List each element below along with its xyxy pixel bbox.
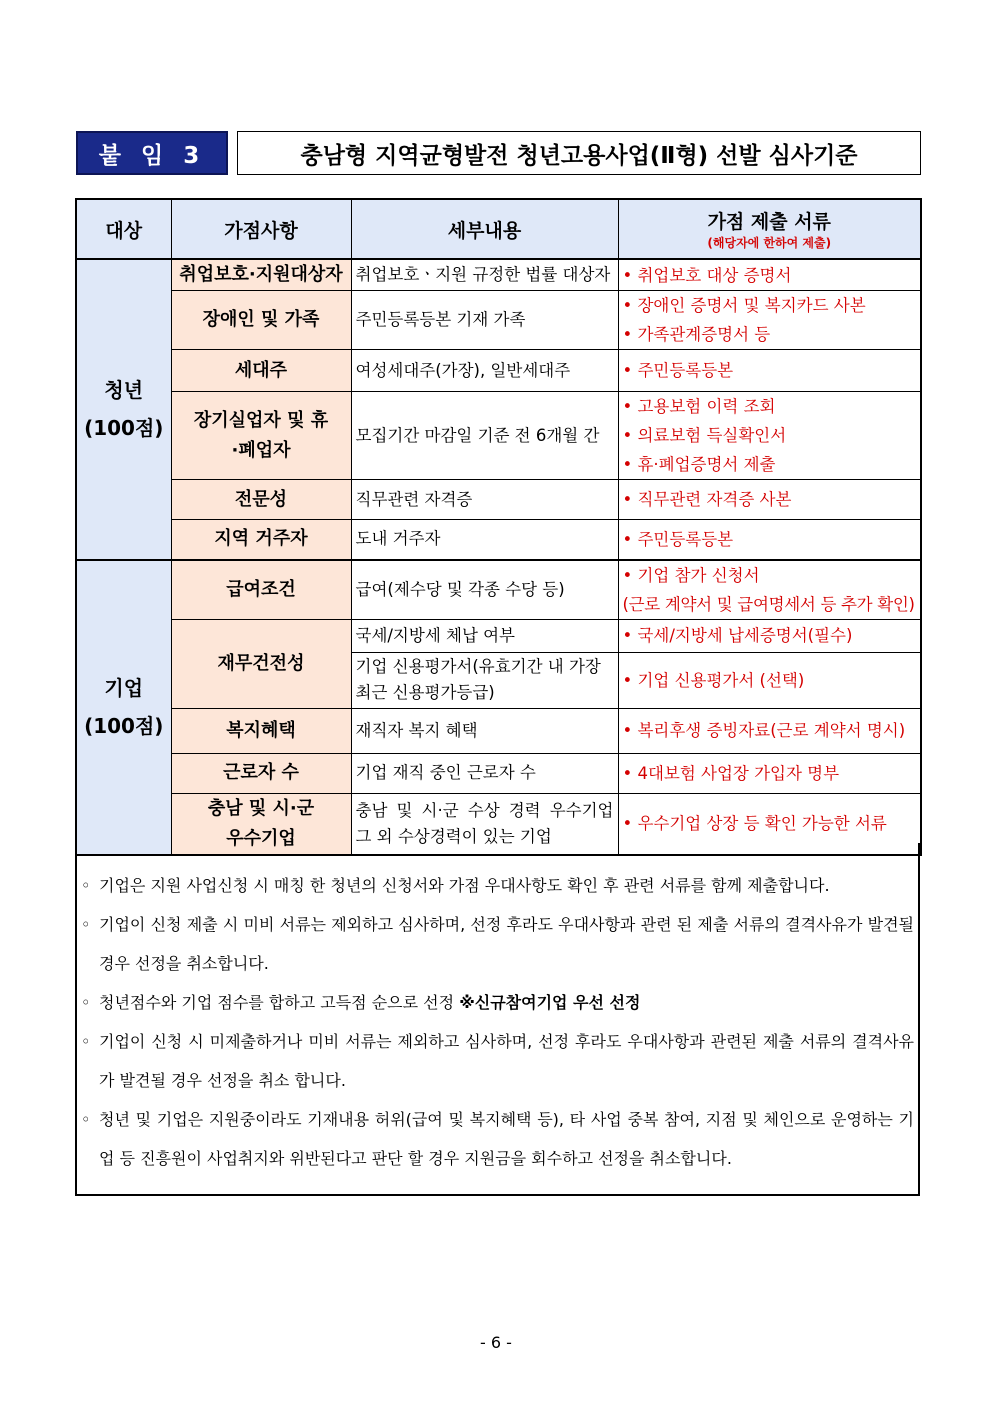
note-text: 청년 및 기업은 지원중이라도 기재내용 허위(급여 및 복지혜택 등), 타 사업 중복 참여, 지점 및 체인으로 운영하는 기업 등 진흥원이 사업취지와 위반된다고 판단 할 경우 지원금을 회수하고 선정을 취소합니다. [99, 1110, 914, 1168]
detail-cell: 모집기간 마감일 기준 전 6개월 간 [351, 392, 618, 480]
bullet-mark: ◦ [81, 1032, 91, 1051]
docs-line: • 의료보험 득실확인서 [622, 426, 787, 445]
notes-box [75, 843, 920, 1196]
target-company-score: (100점) [84, 714, 164, 738]
note-text: 기업이 신청 시 미제출하거나 미비 서류는 제외하고 심사하며, 선정 후라도 우대사항과 관련된 제출 서류의 결격사유가 발견될 경우 선정을 취소 합니다. [99, 1032, 914, 1090]
table-row [76, 753, 921, 793]
attachment-label: 붙 임 3 [76, 131, 228, 175]
docs-cell [618, 560, 921, 620]
docs-cell [618, 520, 921, 560]
docs-line: • 취업보호 대상 증명서 [622, 265, 792, 285]
table-row [76, 392, 921, 480]
target-youth [76, 259, 171, 560]
item-long-term-unemployed [171, 392, 351, 480]
docs-cell [618, 480, 921, 520]
bullet-mark: ◦ [81, 1110, 91, 1129]
detail-cell: 국세/지방세 체납 여부 [351, 619, 618, 652]
docs-cell [618, 350, 921, 392]
detail-cell: 급여(제수당 및 각종 수당 등) [351, 560, 618, 620]
docs-line: • 장애인 증명서 및 복지카드 사본 [622, 296, 866, 315]
docs-line: • 주민등록등본 [622, 361, 734, 380]
note-item [81, 1100, 914, 1178]
detail-cell: 주민등록등본 기재 가족 [351, 291, 618, 350]
note-item [81, 1022, 914, 1100]
bullet-mark: ◦ [81, 876, 91, 895]
detail-cell: 여성세대주(가장), 일반세대주 [351, 350, 618, 392]
docs-line: (근로 계약서 및 급여명세서 등 추가 확인) [622, 594, 915, 614]
docs-cell [618, 259, 921, 291]
detail-cell: 도내 거주자 [351, 520, 618, 560]
item-disabled-family: 장애인 및 가족 [171, 291, 351, 350]
docs-cell [618, 291, 921, 350]
bullet-mark: ◦ [81, 915, 91, 934]
note-item [81, 866, 914, 905]
note-item [81, 983, 914, 1022]
note-text: 기업은 지원 사업신청 시 매칭 한 청년의 신청서와 가점 우대사항도 확인 후 관련 서류를 함께 제출합니다. [99, 876, 830, 895]
target-company-label: 기업 [104, 676, 144, 700]
docs-line: • 가족관계증명서 등 [622, 325, 771, 344]
item-worker-count: 근로자 수 [171, 753, 351, 793]
detail-cell: 취업보호ㆍ지원 규정한 법률 대상자 [351, 259, 618, 291]
detail-cell: 재직자 복지 혜택 [351, 708, 618, 753]
note-text: 기업이 신청 제출 시 미비 서류는 제외하고 심사하며, 선정 후라도 우대사항과 관련 된 제출 서류의 결격사유가 발견될 경우 선정을 취소합니다. [99, 915, 914, 973]
detail-cell: 기업 재직 중인 근로자 수 [351, 753, 618, 793]
col-detail-header: 세부내용 [351, 199, 618, 259]
docs-cell [618, 619, 921, 652]
docs-line: • 복리후생 증빙자료(근로 계약서 명시) [622, 721, 906, 740]
table-row [76, 291, 921, 350]
docs-cell [618, 652, 921, 708]
docs-line: • 우수기업 상장 등 확인 가능한 서류 [622, 814, 887, 833]
table-row [76, 259, 921, 291]
item-employment-protection: 취업보호·지원대상자 [171, 259, 351, 291]
docs-line: • 휴·폐업증명서 제출 [622, 455, 776, 474]
docs-cell [618, 753, 921, 793]
target-youth-label: 청년 [104, 378, 144, 403]
detail-cell: 충남 및 시·군 수상 경력 우수기업 그 외 수상경력이 있는 기업 [351, 793, 618, 855]
note-item [81, 905, 914, 983]
note-text: 청년점수와 기업 점수를 합하고 고득점 순으로 선정 [99, 993, 460, 1012]
target-company [76, 560, 171, 855]
item-pay-condition: 급여조건 [171, 560, 351, 620]
docs-header-title: 가점 제출 서류 [707, 211, 831, 233]
note-emphasis: ※신규참여기업 우선 선정 [459, 993, 641, 1012]
docs-line: • 고용보험 이력 조회 [622, 397, 776, 416]
bullet-mark: ◦ [81, 993, 91, 1012]
table-header-row [76, 199, 921, 259]
docs-line: • 기업 참가 신청서 [622, 565, 760, 585]
docs-cell [618, 708, 921, 753]
docs-line: • 기업 신용평가서 (선택) [622, 670, 805, 690]
table-row [76, 480, 921, 520]
detail-cell: 기업 신용평가서(유효기간 내 가장 최근 신용평가등급) [351, 652, 618, 708]
table-row [76, 520, 921, 560]
table-row [76, 560, 921, 620]
target-youth-score: (100점) [84, 416, 164, 441]
col-target-header: 대상 [76, 199, 171, 259]
docs-cell [618, 392, 921, 480]
page-number: - 6 - [480, 1333, 512, 1352]
item-text: 충남 및 시·군 우수기업 [207, 797, 315, 849]
criteria-table [75, 198, 922, 856]
item-text: 장기실업자 및 휴·폐업자 [193, 409, 329, 461]
item-local-resident: 지역 거주자 [171, 520, 351, 560]
docs-line: • 주민등록등본 [622, 529, 734, 549]
docs-line: • 직무관련 자격증 사본 [622, 490, 792, 509]
item-expertise: 전문성 [171, 480, 351, 520]
col-docs-header [618, 199, 921, 259]
col-item-header: 가점사항 [171, 199, 351, 259]
item-household-head: 세대주 [171, 350, 351, 392]
table-row [76, 708, 921, 753]
detail-cell: 직무관련 자격증 [351, 480, 618, 520]
header [76, 131, 921, 175]
document-title: 충남형 지역균형발전 청년고용사업(Ⅱ형) 선발 심사기준 [237, 131, 921, 175]
item-financial-soundness: 재무건전성 [171, 619, 351, 708]
table-row [76, 350, 921, 392]
docs-header-sub: (해당자에 한하여 제출) [707, 236, 832, 250]
docs-line: • 국세/지방세 납세증명서(필수) [622, 626, 853, 645]
item-welfare: 복지혜택 [171, 708, 351, 753]
table-row [76, 619, 921, 652]
docs-line: • 4대보험 사업장 가입자 명부 [622, 763, 840, 783]
